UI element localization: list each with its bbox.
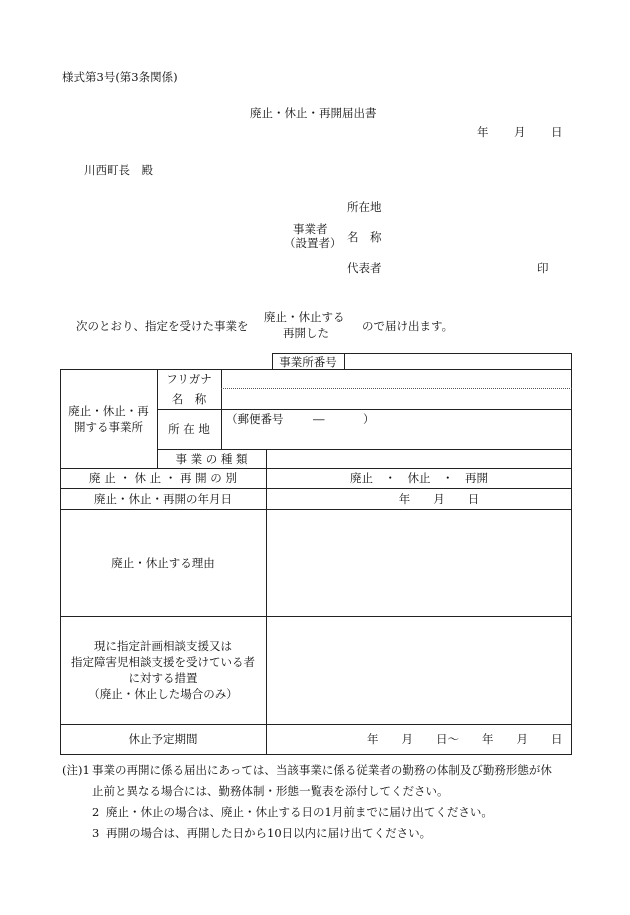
document-title: 廃止・休止・再開届出書 <box>250 106 377 120</box>
statement-before: 次のとおり、指定を受けた事業を <box>76 319 249 333</box>
measures-label <box>60 616 266 724</box>
category-options[interactable]: 廃止 ・ 休止 ・ 再開 <box>350 471 488 485</box>
date-day: 日 <box>551 125 563 139</box>
statement-option-discontinue: 廃止・休止する <box>264 310 345 324</box>
postal-close: ） <box>363 412 375 426</box>
statement-after: ので届け出ます。 <box>362 319 454 333</box>
applicant-label: 事業者 <box>293 222 328 236</box>
note-1-line-1: 事業の再開に係る届出にあっては、当該事業に係る従業者の勤務の体制及び勤務形態が休 <box>92 763 552 777</box>
applicant-address-label: 所在地 <box>347 200 382 214</box>
effective-date-field[interactable]: 年 月 日 <box>398 491 480 506</box>
office-address-field[interactable] <box>222 410 571 448</box>
postal-label: （郵便番号 <box>226 412 284 426</box>
office-section-label <box>60 369 157 468</box>
notes <box>62 760 582 844</box>
notification-table <box>60 369 572 755</box>
measures-line-2: 指定障害児相談支援を受けている者 <box>71 655 255 669</box>
addressee: 川西町長 殿 <box>84 163 153 177</box>
office-number-label: 事業所番号 <box>279 354 337 369</box>
measures-line-4: （廃止・休止した場合のみ） <box>88 687 238 701</box>
notes-head: (注)1 <box>62 763 90 777</box>
note-1 <box>62 760 582 781</box>
applicant-sublabel: （設置者） <box>284 236 342 250</box>
furigana-field[interactable] <box>222 370 571 387</box>
furigana-label: フリガナ <box>166 371 212 386</box>
suspension-period-field[interactable]: 年 月 日～ 年 月 日 <box>367 732 563 746</box>
statement-option-resume: 再開した <box>283 326 329 340</box>
note-3 <box>62 823 582 844</box>
note-1-line-2: 止前と異なる場合には、勤務体制・形態一覧表を添付してください。 <box>92 784 449 798</box>
reason-field[interactable] <box>267 510 571 615</box>
note-2 <box>62 802 582 823</box>
measures-line-3: に対する措置 <box>128 671 198 685</box>
reason-label: 廃止・休止する理由 <box>111 555 215 570</box>
office-number-field[interactable] <box>345 354 571 369</box>
postal-dash: ― <box>313 412 325 426</box>
office-name-label: 名 称 <box>171 391 207 406</box>
suspension-period-label: 休止予定期間 <box>128 732 198 746</box>
date-month: 月 <box>514 125 526 139</box>
office-name-field[interactable] <box>222 389 571 408</box>
business-type-label: 事 業 の 種 類 <box>175 451 248 466</box>
category-label: 廃 止 ・ 休 止 ・ 再 開 の 別 <box>89 471 237 485</box>
business-type-field[interactable] <box>267 450 571 468</box>
note-2-number: 2 <box>92 805 100 819</box>
note-3-number: 3 <box>92 826 100 840</box>
applicant-name-label: 名 称 <box>347 230 382 244</box>
note-2-text: 廃止・休止の場合は、廃止・休止する日の1月前までに届け出てください。 <box>106 805 493 819</box>
measures-line-1: 現に指定計画相談支援又は <box>94 639 232 653</box>
form-number: 様式第3号(第3条関係) <box>62 70 178 84</box>
office-label-line1: 廃止・休止・再 <box>68 403 149 418</box>
date-year: 年 <box>477 125 489 139</box>
office-label-line2: 開する事業所 <box>74 419 143 434</box>
applicant-representative-label: 代表者 <box>347 261 382 275</box>
office-address-label: 所 在 地 <box>168 422 210 436</box>
measures-field[interactable] <box>267 617 571 723</box>
effective-date-label: 廃止・休止・再開の年月日 <box>94 491 232 506</box>
note-3-text: 再開の場合は、再開した日から10日以内に届け出てください。 <box>106 826 432 840</box>
seal-mark: 印 <box>537 261 549 275</box>
